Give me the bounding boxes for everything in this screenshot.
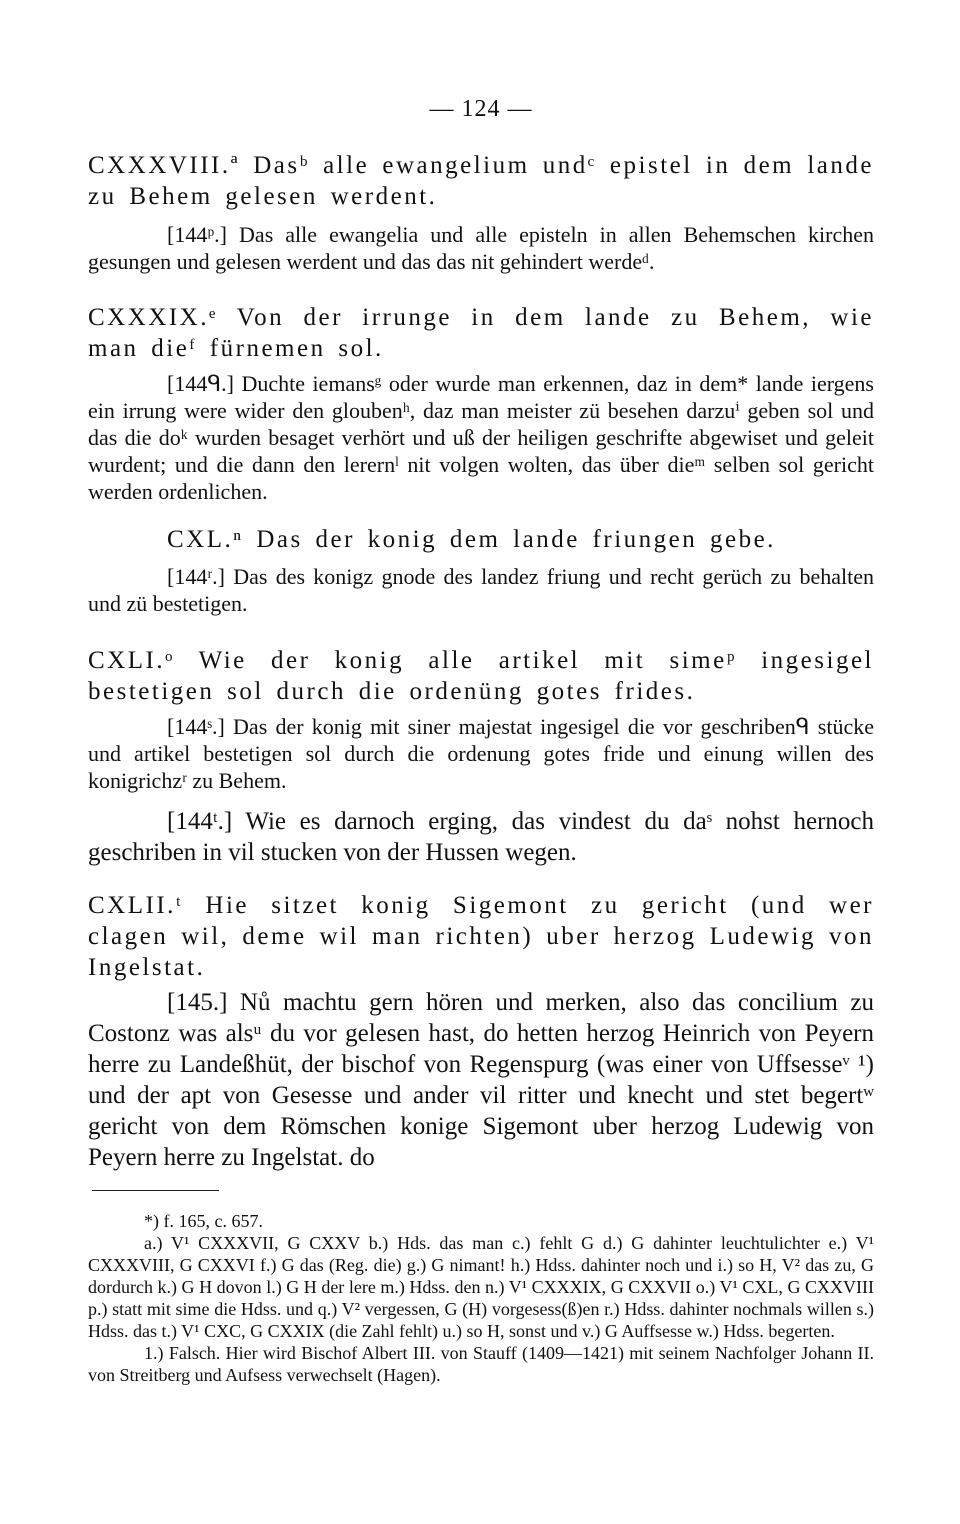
section-text-cxl: [144ʳ.] Das des konigz gnode des landez friung und recht gerüch zu behalten und zü bestetigen. [88,564,874,616]
footnote-source: *) f. 165, c. 657. [144,1211,263,1231]
page-number: — 124 — [429,96,533,122]
section-text-cxli: [144ˢ.] Das der konig mit siner majestat ingesigel die vor geschribenᑫ stücke und artikel bestetigen sol durch die ordenung gotes fride und einung willen des konigrichzʳ zu Behem. [88,714,874,793]
section-text-cxlii: [145.] Nů machtu gern hören und merken, also das concilium zu Costonz was alsᵘ du vor gelesen hast, do hetten herzog Heinrich von Peyern herre zu Landeßhüt, der bischof von Regenspurg (was einer von Uffsesseᵛ ¹) und der apt von Gesesse und ander vil ritter und knecht und stet begertʷ gericht von dem Römschen konige Sigemont uber herzog Ludewig von Peyern herre zu Ingelstat. do [88,989,874,1171]
section-text-cxxxviii: [144ᵖ.] Das alle ewangelia und alle episteln in allen Behemschen kirchen gesungen und gelesen werdent und das das nit gehindert werdeᵈ. [88,222,874,274]
section-heading-cxxxix: CXXXIX.ᵉ Von der irrunge in dem lande zu Behem, wie man dieᶠ fürnemen sol. [88,304,874,362]
section-text-cxxxix: [144ᑫ.] Duchte iemansᵍ oder wurde man erkennen, daz in dem* lande iergens ein irrung were wider den gloubenʰ, daz man meister zü besehen darzuⁱ geben sol und das die doᵏ wurden besaget verhört und uß der heiligen geschrifte abgewiset und geleit wurdent; und die dann den lerernˡ nit volgen wolten, das über dieᵐ selben sol gericht werden ordenlichen. [88,371,874,504]
section-heading-cxl: CXL.ⁿ Das der konig dem lande friungen gebe. [167,526,776,553]
footnotes [88,1210,874,1386]
footnote-variants: a.) V¹ CXXXVII, G CXXV b.) Hds. das man c.) fehlt G d.) G dahinter leuchtulichter e.) V¹ CXXXVIII, G CXXVI f.) G das (Reg. die) g.) G nimant! h.) Hdss. dahinter noch und i.) so H, V² das zu, G dordurch k.) G H dovon l.) G H der lere m.) Hdss. den n.) V¹ CXXXIX, G CXXVII o.) V¹ CXL, G CXXVIII p.) statt mit sime die Hdss. und q.) V² vergessen, G (H) vorgesess(ß)en r.) Hdss. dahinter nochmals willen s.) Hdss. das t.) V¹ CXC, G CXXIX (die Zahl fehlt) u.) so H, sonst und v.) G Auffsesse w.) Hdss. begerten. [88,1233,874,1341]
section-heading-cxlii: CXLII.ᵗ Hie sitzet konig Sigemont zu gericht (und wer clagen wil, deme wil man richten) uber herzog Ludewig von Ingelstat. [88,892,874,981]
section-heading-cxli: CXLI.ᵒ Wie der konig alle artikel mit simeᵖ ingesigel bestetigen sol durch die ordenüng gotes frides. [88,647,874,705]
section-heading-cxxxviii: CXXXVIII.ª Dasᵇ alle ewangelium undᶜ epistel in dem lande zu Behem gelesen werdent. [88,152,874,210]
footnote-rule [92,1190,219,1191]
footnote-commentary: 1.) Falsch. Hier wird Bischof Albert III. von Stauff (1409—1421) mit seinem Nachfolger Johann II. von Streitberg und Aufsess verwechselt (Hagen). [88,1343,874,1385]
section-text-transition: [144ᵗ.] Wie es darnoch erging, das vindest du daˢ nohst hernoch geschriben in vil stucken von der Hussen wegen. [88,808,874,866]
